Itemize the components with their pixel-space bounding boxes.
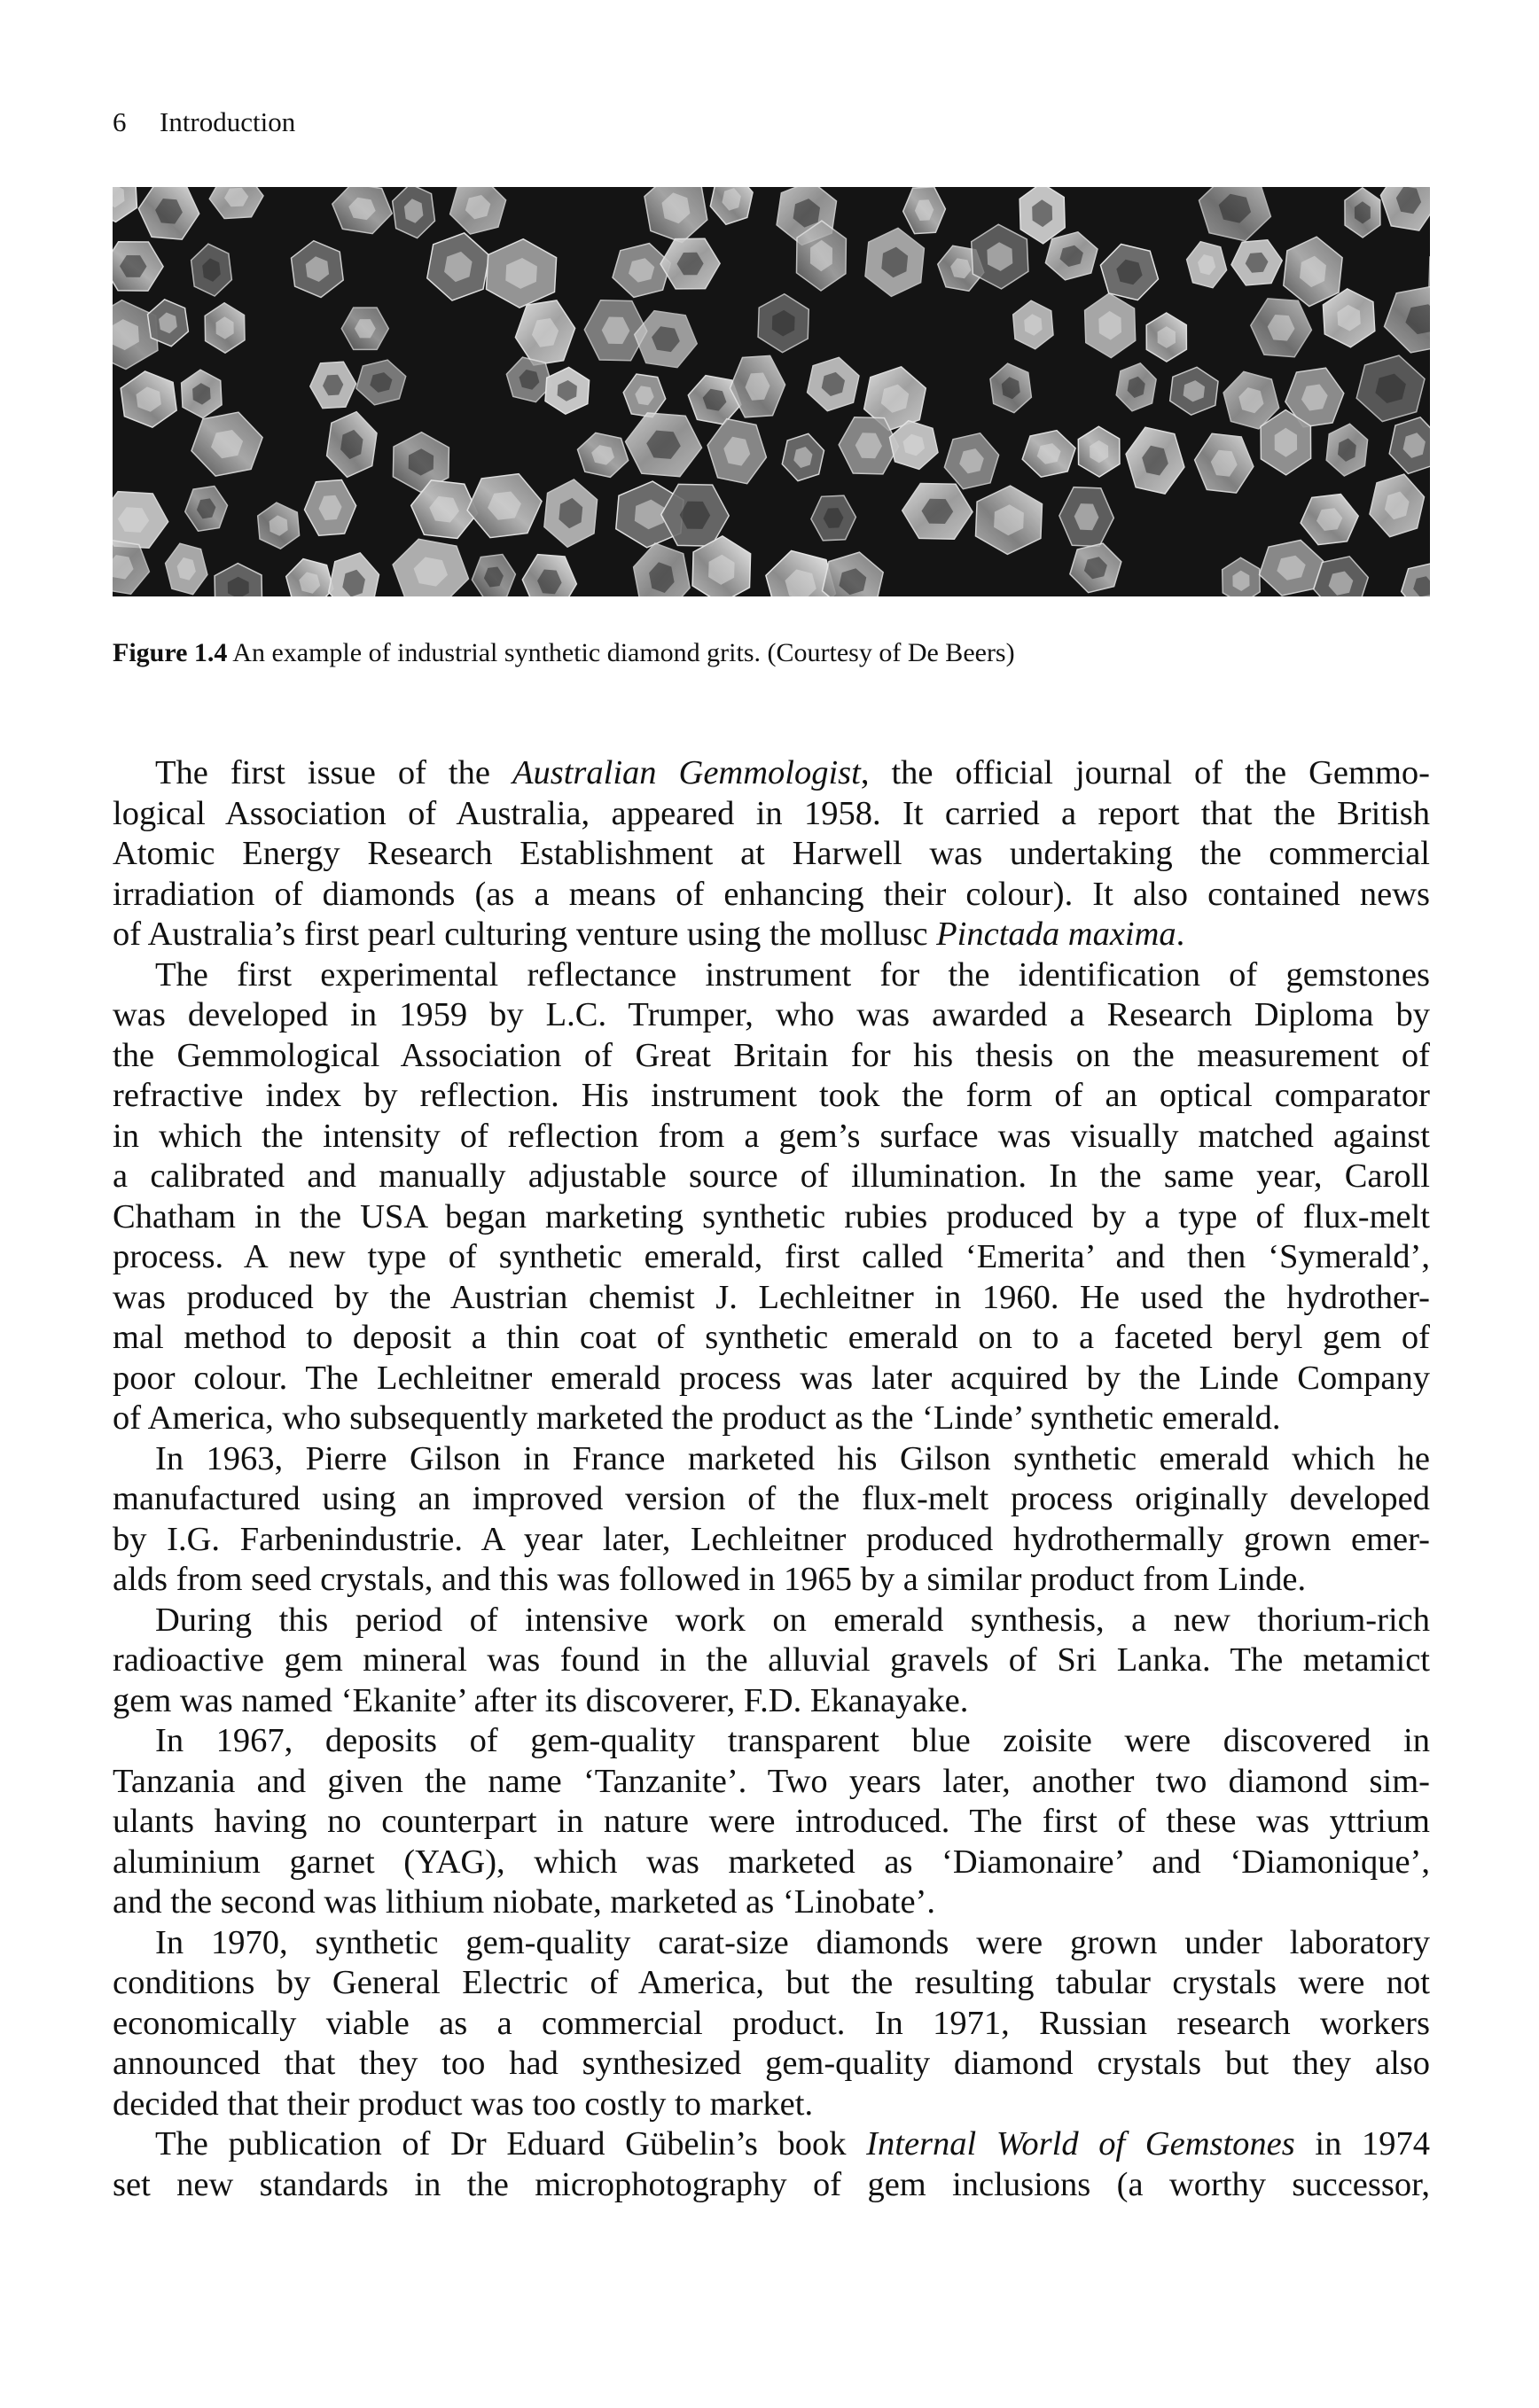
paragraph: [113, 753, 1430, 955]
text-run: set new standards in the microphotography of gem inclusions (a worthy successor,: [113, 2165, 1430, 2203]
figure-label: Figure 1.4: [113, 638, 228, 667]
text-run: In 1967, deposits of gem-quality transparent blue zoisite were discovered in: [155, 1722, 1430, 1759]
italic-title: Australian Gemmologist: [512, 754, 861, 791]
text-run: was developed in 1959 by L.C. Trumper, who was awarded a Research Diploma by: [113, 996, 1430, 1033]
text-line: [113, 1640, 1430, 1681]
text-run: the Gemmological Association of Great Britain for his thesis on the measurement of: [113, 1036, 1430, 1074]
figure-caption: [113, 636, 1430, 670]
text-run: The first experimental reflectance instrument for the identification of gemstones: [155, 955, 1430, 994]
paragraph: [113, 1601, 1430, 1722]
text-line: [113, 1923, 1430, 1964]
text-line: [113, 1237, 1430, 1278]
text-run: radioactive gem mineral was found in the alluvial gravels of Sri Lanka. The metamict: [113, 1641, 1430, 1679]
text-run: process. A new type of synthetic emerald, first called ‘Emerita’ and then ‘Symerald’,: [113, 1238, 1430, 1275]
text-line: [113, 1762, 1430, 1803]
text-run: Chatham in the USA began marketing synthetic rubies produced by a type of flux-melt: [113, 1197, 1430, 1235]
text-run: was produced by the Austrian chemist J. Lechleitner in 1960. He used the hydrother-: [113, 1278, 1430, 1316]
text-run: manufactured using an improved version of the flux-melt process originally developed: [113, 1480, 1430, 1517]
text-run: logical Association of Australia, appeared in 1958. It carried a report that the British: [113, 794, 1430, 832]
text-line: [113, 1399, 1430, 1439]
text-run: , the official journal of the Gemmo-: [860, 754, 1430, 791]
text-run: ulants having no counterpart in nature were introduced. The first of these was yttrium: [113, 1803, 1430, 1840]
text-line: [113, 1479, 1430, 1520]
text-run: refractive index by reflection. His instrument took the form of an optical comparator: [113, 1077, 1430, 1114]
figure-caption-text: An example of industrial synthetic diamond grits. (Courtesy of De Beers): [232, 638, 1015, 667]
text-run: mal method to deposit a thin coat of synthetic emerald on to a faceted beryl gem of: [113, 1319, 1430, 1356]
text-line: [113, 955, 1430, 996]
text-run: In 1970, synthetic gem-quality carat-size diamonds were grown under laboratory: [155, 1923, 1430, 1961]
text-run: .: [1176, 916, 1185, 953]
text-line: [113, 1520, 1430, 1561]
text-line: [113, 2165, 1430, 2206]
text-line: [113, 1359, 1430, 1399]
paragraph: [113, 955, 1430, 1439]
text-line: [113, 1882, 1430, 1923]
text-run: Tanzania and given the name ‘Tanzanite’. Two years later, another two diamond sim-: [113, 1762, 1430, 1800]
text-line: [113, 1963, 1430, 2004]
text-line: [113, 753, 1430, 794]
text-run: irradiation of diamonds (as a means of enhancing their colour). It also contained news: [113, 875, 1430, 913]
text-run: announced that they too had synthesized gem-quality diamond crystals but they also: [113, 2045, 1430, 2082]
text-run: in which the intensity of reflection from a gem’s surface was visually matched against: [113, 1117, 1430, 1155]
text-line: [113, 2004, 1430, 2045]
text-line: [113, 1601, 1430, 1641]
text-line: [113, 1197, 1430, 1238]
text-line: [113, 2044, 1430, 2085]
text-line: [113, 1157, 1430, 1197]
text-run: The publication of Dr Eduard Gübelin’s book: [155, 2125, 867, 2163]
text-run: aluminium garnet (YAG), which was marketed as ‘Diamonaire’ and ‘Diamonique’,: [113, 1843, 1430, 1881]
paragraph: [113, 1721, 1430, 1923]
text-run: economically viable as a commercial product. In 1971, Russian research workers: [113, 2004, 1430, 2042]
figure-photo-diamond-grits: [113, 187, 1430, 596]
text-run: During this period of intensive work on emerald synthesis, a new thorium-rich: [155, 1601, 1430, 1639]
text-line: [113, 1560, 1430, 1601]
text-line: [113, 1439, 1430, 1480]
text-run: and the second was lithium niobate, marketed as ‘Linobate’.: [113, 1883, 935, 1921]
page-number: 6: [113, 106, 127, 137]
italic-title: Internal World of Gemstones: [866, 2125, 1295, 2163]
text-run: by I.G. Farbenindustrie. A year later, Lechleitner produced hydrothermally grown emer-: [113, 1520, 1430, 1558]
running-head: [113, 105, 295, 140]
text-run: alds from seed crystals, and this was followed in 1965 by a similar product from Linde.: [113, 1561, 1307, 1598]
text-line: [113, 1076, 1430, 1117]
paragraph: [113, 2124, 1430, 2205]
text-line: [113, 875, 1430, 916]
text-line: [113, 1721, 1430, 1762]
text-line: [113, 1802, 1430, 1843]
paragraph: [113, 1923, 1430, 2125]
text-line: [113, 1843, 1430, 1883]
text-run: The first issue of the: [155, 754, 512, 791]
text-run: of America, who subsequently marketed the product as the ‘Linde’ synthetic emerald.: [113, 1399, 1281, 1437]
text-line: [113, 915, 1430, 955]
diamond-grits-photo: [113, 187, 1430, 596]
text-run: in 1974: [1294, 2125, 1430, 2163]
text-run: of Australia’s first pearl culturing venture using the mollusc: [113, 916, 937, 953]
text-line: [113, 834, 1430, 875]
text-line: [113, 1117, 1430, 1157]
text-line: [113, 1036, 1430, 1077]
text-run: decided that their product was too costly to market.: [113, 2085, 814, 2123]
text-line: [113, 2124, 1430, 2165]
text-run: poor colour. The Lechleitner emerald process was later acquired by the Linde Company: [113, 1359, 1430, 1397]
text-run: gem was named ‘Ekanite’ after its discoverer, F.D. Ekanayake.: [113, 1681, 969, 1719]
italic-title: Pinctada maxima: [936, 916, 1176, 953]
text-line: [113, 2085, 1430, 2125]
text-line: [113, 995, 1430, 1036]
text-run: In 1963, Pierre Gilson in France marketed his Gilson synthetic emerald which he: [155, 1439, 1430, 1477]
text-line: [113, 1318, 1430, 1359]
text-run: a calibrated and manually adjustable source of illumination. In the same year, Caroll: [113, 1157, 1430, 1195]
text-line: [113, 794, 1430, 835]
text-line: [113, 1681, 1430, 1722]
text-run: Atomic Energy Research Establishment at Harwell was undertaking the commercial: [113, 835, 1430, 872]
body-text: [113, 753, 1430, 2205]
text-line: [113, 1278, 1430, 1319]
paragraph: [113, 1439, 1430, 1601]
text-run: conditions by General Electric of America, but the resulting tabular crystals were not: [113, 1964, 1430, 2001]
section-title: Introduction: [160, 106, 296, 137]
